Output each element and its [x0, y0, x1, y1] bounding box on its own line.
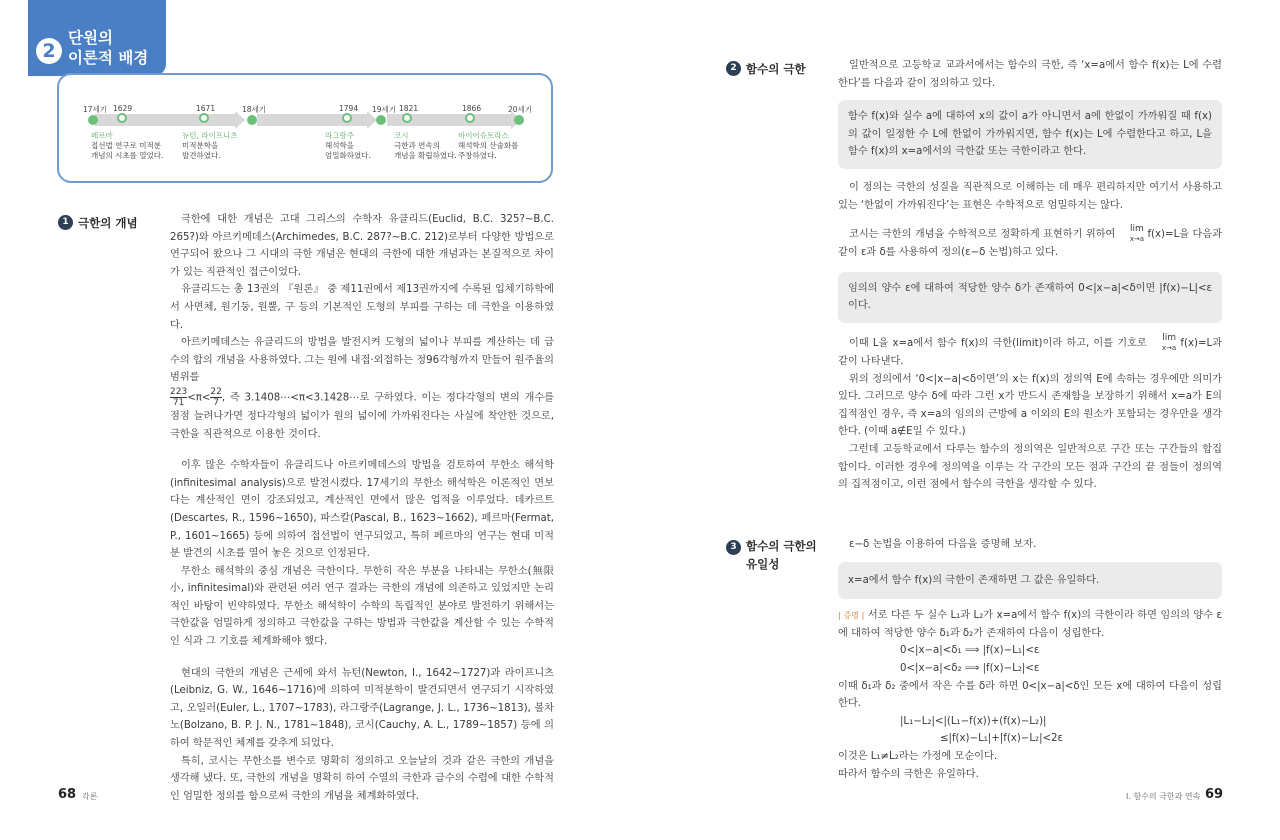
timeline-event-desc: 미적분학을 발견하였다. [182, 141, 221, 160]
proof-tag: | 증명 | [838, 611, 865, 621]
paragraph: ε−δ 논법을 이용하여 다음을 증명해 보자. [849, 539, 1037, 550]
page-number: 68 [58, 787, 77, 802]
timeline-year: 1866 [462, 104, 482, 113]
timeline-year: 1671 [196, 104, 216, 113]
proof-paragraph: | 증명 | 서로 다른 두 실수 L₁과 L₂가 x=a에서 함수 f(x)의 극한이라 하면 임의의 양수 ε에 대하여 적당한 양수 δ₁과 δ₂가 존재하여 다음이 성립한다. [838, 610, 1222, 639]
definition-text: 임의의 양수 ε에 대하여 적당한 양수 δ가 존재하여 0<|x−a|<δ이면 |f(x)−L|<ε이다. [848, 282, 1212, 312]
section-number-badge: 2 [726, 61, 741, 76]
theorem-box [838, 562, 1222, 600]
equation: 0<|x−a|<δ₁ ⟹ |f(x)−L₁|<ε [900, 645, 1040, 657]
timeline-century-dot [247, 115, 257, 125]
timeline-year: 1821 [399, 104, 419, 113]
timeline-event-node [465, 113, 475, 123]
timeline-century-dot [514, 115, 524, 125]
proof-paragraph: 이것은 L₁≠L₂라는 가정에 모순이다. [838, 750, 998, 762]
section-number-badge: 1 [58, 215, 73, 230]
timeline-event-desc: 극한과 연속의 개념을 확립하였다. [394, 141, 457, 160]
proof-paragraph: 이때 δ₁과 δ₂ 중에서 작은 수를 δ라 하면 0<|x−a|<δ인 모든 x에 대하여 다음이 성립한다. [838, 680, 1222, 710]
paragraph: 위의 정의에서 ‘0<|x−a|<δ이면’의 x는 f(x)의 정의역 E에 속하는 경우에만 의미가 있다. 그러므로 양수 δ에 따라 그런 x가 반드시 존재함을 보장하기 위해서 x=a가 E의 집적점인 경우, 즉 x=a의 임의의 근방에 a 이외의 E의 원소가 포함되는 경우만을 생각한다. (이때 a∉E일 수 있다.) [838, 373, 1222, 438]
definition-text: 함수 f(x)와 실수 a에 대하여 x의 값이 a가 아니면서 a에 한없이 가까워질 때 f(x)의 값이 일정한 수 L에 한없이 가까워지면, 함수 f(x)는 L에 수렴한다고 하고, L을 함수 f(x)의 x=a에서의 극한값 또는 극한이라고 한다. [848, 111, 1212, 158]
paragraph: $\frac{223}{71}$ <π< $\frac{22}{7}$ , 즉 3.1408⋯<π<3.1428⋯로 구하였다. 이는 정다각형의 변의 개수를 점점 늘려나가면 정다각형의 넓이가 원의 넓이에 가까워진다는 사실에 착안한 것으로, 극한을 직관적으로 이용한 것이다. [170, 386, 554, 440]
paragraph: 특히, 코시는 무한소를 변수로 명확히 정의하고 오늘날의 것과 같은 극한의 개념을 생각해 냈다. 또, 극한의 개념을 명확히 하여 수열의 극한과 급수의 수렴에 대한 수학적인 엄밀한 정의를 함으로써 극한의 개념을 체계화하였다. [170, 755, 555, 802]
section-title: 극한의 개념 [78, 216, 138, 230]
equation: |L₁−L₂|<|(L₁−f(x))+(f(x)−L₂)| [900, 715, 1047, 727]
timeline-panel [57, 73, 553, 183]
timeline-event-desc: 해석학의 산술화를 주창하였다. [458, 141, 519, 160]
paragraph: 아르키메데스는 유클리드의 방법을 발전시켜 도형의 넓이나 부피를 계산하는 데 급수의 합의 개념을 사용하였다. 그는 원에 내접·외접하는 정96각형까지 만들어 원주율의 범위를 [170, 337, 554, 384]
limit-symbol: lim x→a [1161, 332, 1177, 352]
timeline-century-dot [88, 115, 98, 125]
timeline-event-name: 코시 [394, 131, 409, 140]
equation: 0<|x−a|<δ₂ ⟹ |f(x)−L₂|<ε [900, 662, 1040, 674]
limit-symbol: lim x→a [1129, 224, 1145, 244]
proof-paragraph: 따라서 함수의 극한은 유일하다. [838, 768, 979, 780]
timeline-event-node [402, 113, 412, 123]
paragraph: 무한소 해석학의 중심 개념은 극한이다. 무한히 작은 부분을 나타내는 무한소(無限小, infinitesimal)와 관련된 여러 연구 결과는 극한의 개념에 의존하고 있었지만 논리적인 바탕이 빈약하였다. 무한소 해석학이 수학의 독립적인 분야로 발전하기 위해서는 극한값을 엄밀하게 정의하고 극한값을 구하는 방법과 극한값을 계산할 수 있는 수학적인 식과 그 기호를 체계화해야 했다. [170, 565, 554, 648]
equation: ≤|f(x)−L₁|+|f(x)−L₂|<2ε [940, 733, 1064, 745]
section1-body [170, 211, 554, 805]
timeline-event-name: 페르마 [91, 131, 113, 140]
definition-box [838, 272, 1222, 323]
timeline-event-node [342, 113, 352, 123]
timeline-arrow [235, 111, 245, 129]
timeline-year: 1794 [339, 104, 359, 113]
section2-body [838, 57, 1222, 494]
timeline-year: 20세기 [508, 105, 533, 114]
timeline-year: 19세기 [372, 105, 397, 114]
paragraph: 유클리드는 총 13권의 『원론』 중 제11권에서 제13권까지에 수록된 입체기하학에서 사면체, 원기둥, 원뿔, 구 등의 기본적인 도형의 부피를 구하는 데 극한을 이용하였다. [170, 284, 554, 331]
timeline-segment [95, 114, 235, 126]
chapter-badge-title-line2: 이론적 배경 [68, 49, 149, 67]
page-number: 69 [1205, 787, 1224, 802]
theorem-text: x=a에서 함수 f(x)의 극한이 존재하면 그 값은 유일하다. [848, 574, 1100, 586]
section-title: 함수의 극한 [746, 62, 806, 76]
section-title-line1: 함수의 극한의 [746, 539, 817, 553]
page-label: 각론 [82, 792, 98, 801]
timeline-event-name: 뉴턴, 라이프니츠 [182, 131, 238, 140]
section-title-line2: 유일성 [746, 557, 780, 571]
paragraph: 일반적으로 고등학교 교과서에서는 함수의 극한, 즉 ‘x=a에서 함수 f(x)는 L에 수렴한다’를 다음과 같이 정의하고 있다. [838, 60, 1222, 89]
paragraph: 코시는 극한의 개념을 수학적으로 정확하게 표현하기 위하여 lim x→a f(x)=L을 다음과 같이 ε과 δ를 사용하여 정의(ε−δ 논법)하고 있다. [838, 224, 1222, 259]
paragraph: 그런데 고등학교에서 다루는 함수의 정의역은 일반적으로 구간 또는 구간들의 합집합이다. 이러한 경우에 정의역을 이루는 각 구간의 모든 점과 구간의 끝 점들이 정의역의 집적점이고, 이런 점에서 함수의 극한을 생각할 수 있다. [838, 443, 1222, 491]
timeline-year: 17세기 [83, 105, 108, 114]
paragraph: 극한에 대한 개념은 고대 그리스의 수학자 유클리드(Euclid, B.C. 325?~B.C. 265?)와 아르키메데스(Archimedes, B.C. 287?~B.C. 212)로부터 다양한 방법으로 연구되어 왔으나 그 시대의 극한 개념은 현대의 극한에 대한 개념과는 본질적으로 차이가 있는 직관적인 접근이었다. [170, 214, 554, 278]
timeline-event-desc: 접선법 연구로 미적분 개념의 시초를 열었다. [91, 141, 164, 160]
fraction: $\frac{22}{7}$ [210, 386, 222, 408]
timeline-year: 1629 [113, 104, 133, 113]
timeline-event-name: 바이어슈트라스 [458, 131, 509, 140]
definition-box [838, 100, 1222, 169]
section3-body [838, 536, 1222, 783]
timeline-event-node [117, 113, 127, 123]
paragraph: 이후 많은 수학자들이 유클리드나 아르키메데스의 방법을 검토하여 무한소 해석학(infinitesimal analysis)으로 발전시켰다. 17세기의 무한소 해석학은 이론적인 면보다는 계산적인 면이 강조되었고, 계산적인 면에서 많은 업적을 이루었다. 데카르트(Descartes, R., 1596~1650), 파스칼(Pascal, B., 1623~1662), 페르마(Fermat, P., 1601~1665) 등에 의하여 접선법이 연구되었고, 특히 페르마의 연구는 현대 미적분 발견의 시초를 열어 놓은 것으로 인정된다. [170, 460, 554, 560]
paragraph: 현대의 극한의 개념은 근세에 와서 뉴턴(Newton, I., 1642~1727)과 라이프니츠(Leibniz, G. W., 1646~1716)에 의하여 미적분학이 발견되면서 연구되기 시작하였고, 오일러(Euler, L., 1707~1783), 라그랑주(Lagrange, J. L., 1736~1813), 볼차노(Bolzano, B. P. J. N., 1781~1848), 코시(Cauchy, A. L., 1789~1857) 등에 의하여 학문적인 체계를 갖추게 되었다. [170, 667, 554, 750]
section-number-badge: 3 [726, 540, 741, 555]
timeline-year: 18세기 [242, 105, 267, 114]
paragraph: 이 정의는 극한의 성질을 직관적으로 이해하는 데 매우 편리하지만 여기서 사용하고 있는 ‘한없이 가까워진다’는 표현은 수학적으로 엄밀하지는 않다. [838, 181, 1222, 211]
chapter-badge-title-line1: 단원의 [68, 29, 113, 47]
chapter-footer-label: Ⅰ. 함수의 극한과 연속 [1126, 792, 1201, 801]
paragraph: 이때 L을 x=a에서 함수 f(x)의 극한(limit)이라 하고, 이를 기호로 lim x→a f(x)=L과 같이 나타낸다. [838, 332, 1222, 367]
chapter-badge-number: 2 [36, 38, 62, 64]
timeline-event-desc: 해석학을 엄밀화하였다. [325, 141, 371, 160]
timeline-century-dot [376, 115, 386, 125]
timeline-event-node [199, 113, 209, 123]
timeline-event-name: 라그랑주 [325, 131, 354, 140]
fraction: $\frac{223}{71}$ [170, 386, 188, 408]
